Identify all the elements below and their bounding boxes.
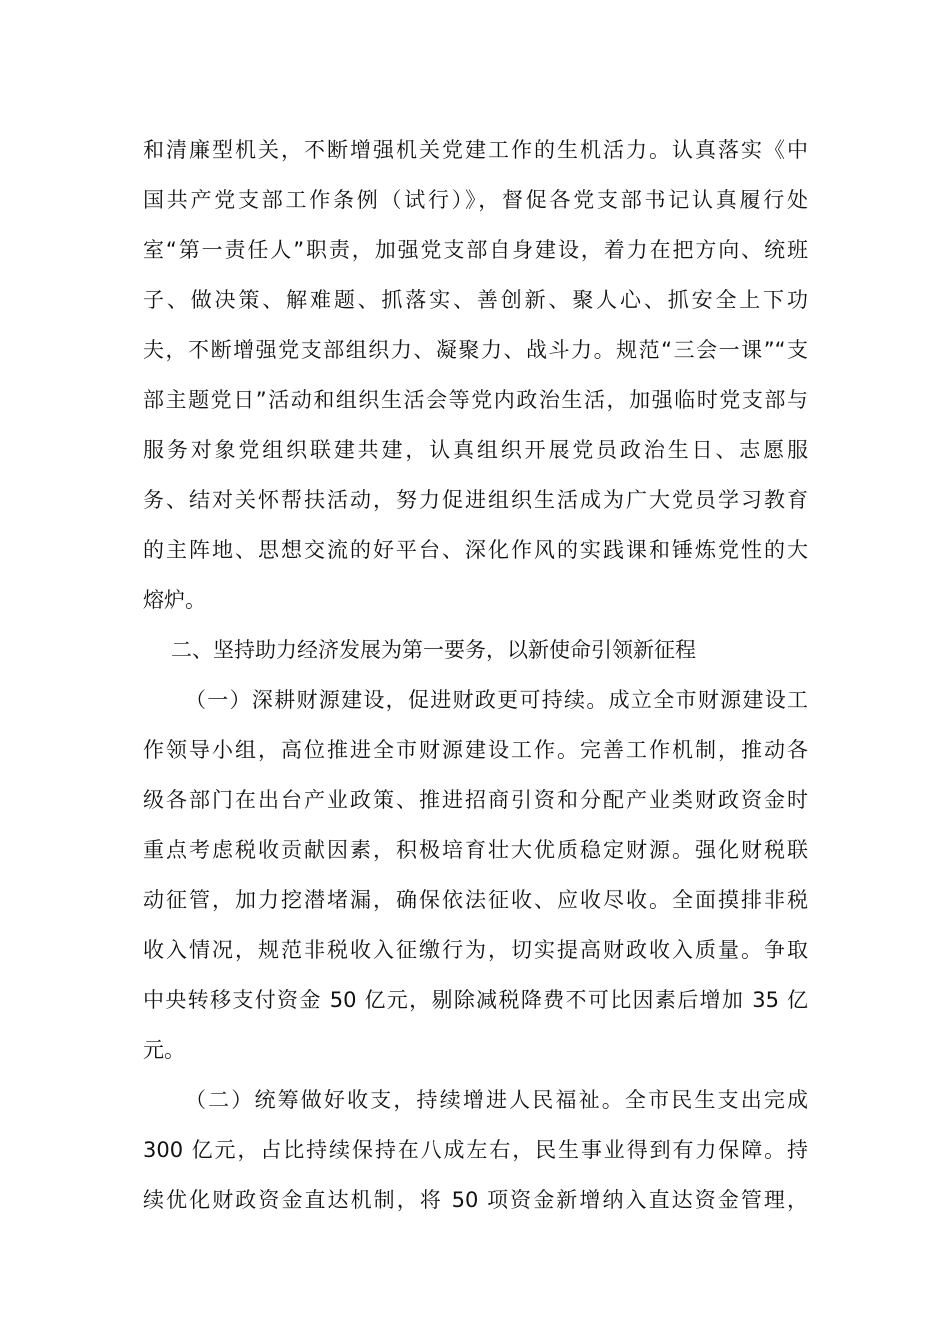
text-line: 夫，不断增强党支部组织力、凝聚力、战斗力。规范“三会一课”“支 [143,338,808,362]
section-heading: 二、坚持助力经济发展为第一要务，以新使命引领新征程 [171,638,696,662]
text-line: 重点考虑税收贡献因素，积极培育壮大优质稳定财源。强化财税联 [143,838,808,862]
text-line: 300 亿元，占比持续保持在八成左右，民生事业得到有力保障。持 [143,1138,808,1162]
text-line: 续优化财政资金直达机制，将 50 项资金新增纳入直达资金管理， [143,1188,808,1212]
text-line: 中央转移支付资金 50 亿元，剔除减税降费不可比因素后增加 35 亿 [143,988,808,1012]
text-line: 室“第一责任人”职责，加强党支部自身建设，着力在把方向、统班 [143,238,808,262]
text-line: 动征管，加力挖潜堵漏，确保依法征收、应收尽收。全面摸排非税 [143,888,808,912]
text-line: （二）统筹做好收支，持续增进人民福祉。全市民生支出完成 [185,1088,808,1112]
text-line: 熔炉。 [143,588,206,612]
text-line: 元。 [143,1038,185,1062]
text-line: 部主题党日”活动和组织生活会等党内政治生活，加强临时党支部与 [143,388,808,412]
text-line: 子、做决策、解难题、抓落实、善创新、聚人心、抓安全上下功 [143,288,808,312]
text-line: 的主阵地、思想交流的好平台、深化作风的实践课和锤炼党性的大 [143,538,808,562]
text-line: 服务对象党组织联建共建，认真组织开展党员政治生日、志愿服 [143,438,808,462]
paragraph-party-building [143,125,808,625]
text-line: 务、结对关怀帮扶活动，努力促进组织生活成为广大党员学习教育 [143,488,808,512]
document-body [143,125,808,1225]
text-line: 作领导小组，高位推进全市财源建设工作。完善工作机制，推动各 [143,738,808,762]
text-line: （一）深耕财源建设，促进财政更可持续。成立全市财源建设工 [185,688,808,712]
text-line: 国共产党支部工作条例（试行）》，督促各党支部书记认真履行处 [143,188,808,212]
paragraph-income-expenditure [143,1075,808,1225]
text-line: 收入情况，规范非税收入征缴行为，切实提高财政收入质量。争取 [143,938,808,962]
paragraph-revenue-construction [143,675,808,1075]
text-line: 和清廉型机关，不断增强机关党建工作的生机活力。认真落实《中 [143,138,808,162]
text-line: 级各部门在出台产业政策、推进招商引资和分配产业类财政资金时 [143,788,808,812]
